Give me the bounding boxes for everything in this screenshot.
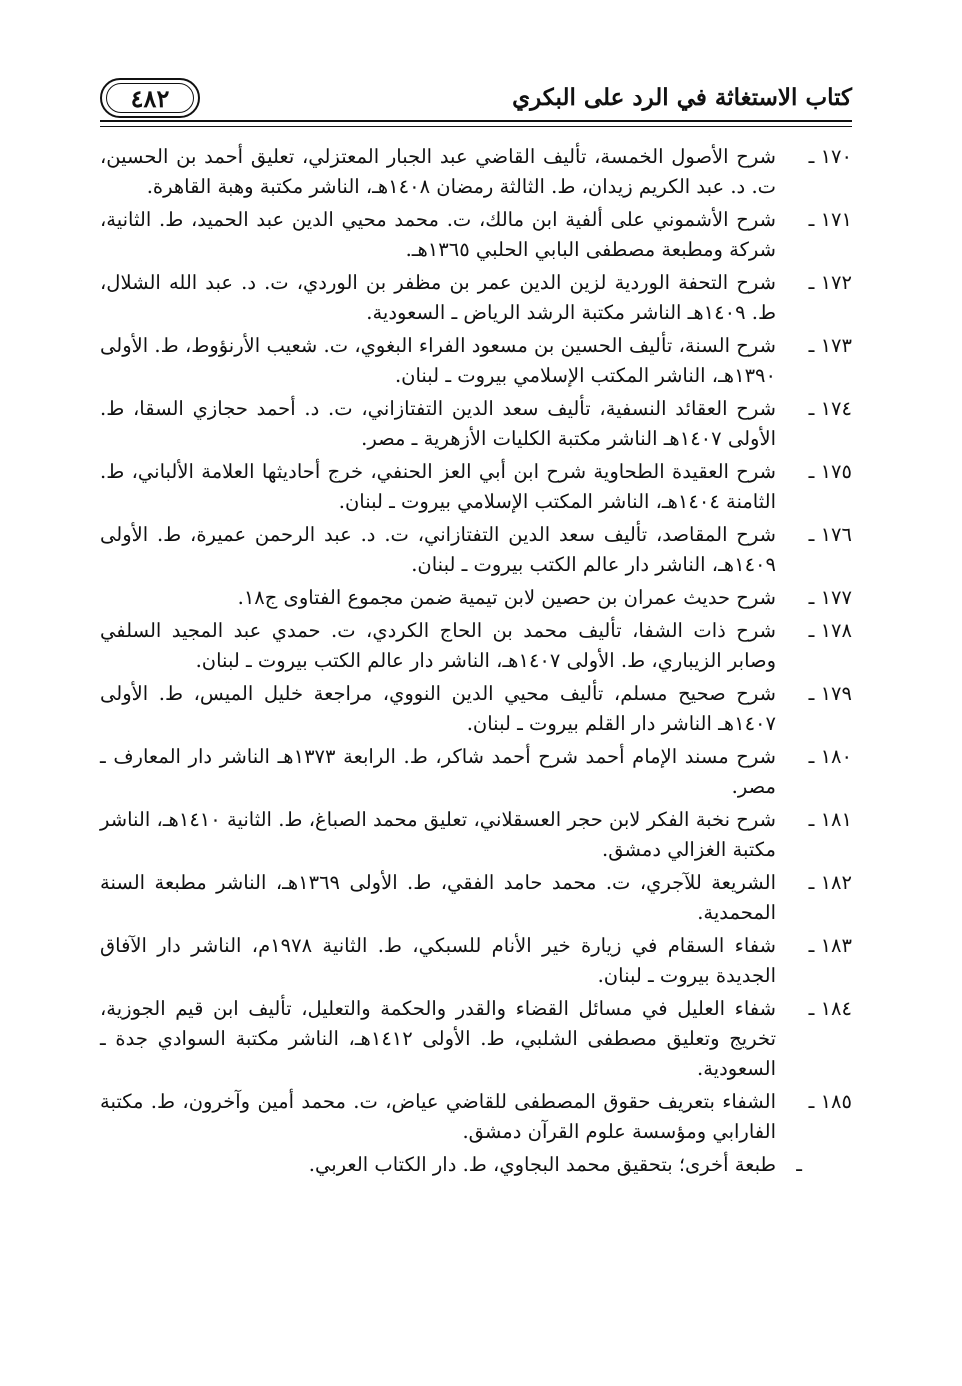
entry-number: ١٧٧ ـ	[808, 586, 852, 609]
entry-number: ١٧٤ ـ	[808, 397, 852, 420]
entry-text: شفاء العليل في مسائل القضاء والقدر والحكمة والتعليل، تأليف ابن قيم الجوزية، تخريج وتعليق مصطفى الشلبي، ط. الأولى ١٤١٢هـ، الناشر مكتبة السوادي جدة ـ السعودية.	[100, 997, 776, 1080]
page-number: ٤٨٢	[130, 83, 170, 113]
bibliography-entry	[100, 1087, 852, 1147]
bibliography-entry	[100, 583, 852, 613]
entry-text: شرح نخبة الفكر لابن حجر العسقلاني، تعليق محمد الصباغ، ط. الثانية ١٤١٠هـ، الناشر مكتبة الغزالي دمشق.	[100, 808, 776, 861]
entry-number: ١٨٣ ـ	[808, 934, 852, 957]
entry-text: شرح التحفة الوردية لزين الدين عمر بن مظفر بن الوردي، ت. د. عبد الله الشلال، ط. ١٤٠٩هـ الناشر مكتبة الرشد الرياض ـ السعودية.	[100, 271, 776, 324]
entry-text: شفاء السقام في زيارة خير الأنام للسبكي، ط. الثانية ١٩٧٨م، الناشر دار الآفاق الجديدة بيروت ـ لبنان.	[100, 934, 776, 987]
entry-number: ١٨١ ـ	[808, 808, 852, 831]
entry-number: ١٨٤ ـ	[808, 997, 852, 1020]
bibliography-entry	[100, 931, 852, 991]
entry-text: شرح الأصول الخمسة، تأليف القاضي عبد الجبار المعتزلي، تعليق أحمد بن الحسين، ت. د. عبد الكريم زيدان، ط. الثالثة رمضان ١٤٠٨هـ، الناشر مكتبة وهبة القاهرة.	[100, 145, 776, 198]
page-number-frame	[100, 78, 200, 118]
bibliography-list	[100, 142, 852, 1180]
entry-text: شرح مسند الإمام أحمد شرح أحمد شاكر، ط. الرابعة ١٣٧٣هـ الناشر دار المعارف ـ مصر.	[100, 745, 776, 798]
bibliography-entry	[100, 331, 852, 391]
bibliography-entry	[100, 457, 852, 517]
entry-number: ١٧٦ ـ	[808, 523, 852, 546]
entry-number: ١٧١ ـ	[808, 208, 852, 231]
entry-text: شرح السنة، تأليف الحسين بن مسعود الفراء البغوي، ت. شعيب الأرنؤوط، ط. الأولى ١٣٩٠هـ، الناشر المكتب الإسلامي بيروت ـ لبنان.	[100, 334, 776, 387]
header-rule-thick	[100, 120, 852, 122]
entry-number: ١٨٠ ـ	[808, 745, 852, 768]
entry-text: شرح صحيح مسلم، تأليف محيي الدين النووي، مراجعة خليل الميس، ط. الأولى ١٤٠٧هـ الناشر دار القلم بيروت ـ لبنان.	[100, 682, 776, 735]
page-header	[100, 78, 852, 126]
bibliography-entry	[100, 268, 852, 328]
header-rule-thin	[100, 126, 852, 127]
entry-number: ١٧٨ ـ	[808, 619, 852, 642]
bibliography-entry	[100, 205, 852, 265]
entry-number: ١٨٥ ـ	[808, 1090, 852, 1113]
bibliography-entry	[100, 742, 852, 802]
entry-text: شرح ذات الشفا، تأليف محمد بن الحاج الكردي، ت. حمدي عبد المجيد السلفي وصابر الزيباري، ط. الأولى ١٤٠٧هـ، الناشر دار عالم الكتب بيروت ـ لبنان.	[100, 619, 776, 672]
entry-text: شرح الأشموني على ألفية ابن مالك، ت. محمد محيي الدين عبد الحميد، ط. الثانية، شركة ومطبعة مصطفى البابي الحلبي ١٣٦٥هـ.	[100, 208, 776, 261]
entry-text: شرح العقيدة الطحاوية شرح ابن أبي العز الحنفي، خرج أحاديثها العلامة الألباني، ط. الثامنة ١٤٠٤هـ، الناشر المكتب الإسلامي بيروت ـ لبنان.	[100, 460, 776, 513]
entry-number: ١٧٢ ـ	[808, 271, 852, 294]
sub-entry-dash: ـ	[796, 1153, 802, 1176]
entry-number: ١٧٩ ـ	[808, 682, 852, 705]
sub-entry	[100, 1150, 852, 1180]
entry-number: ١٧٥ ـ	[808, 460, 852, 483]
entry-number: ١٨٢ ـ	[808, 871, 852, 894]
bibliography-entry	[100, 868, 852, 928]
entry-text: شرح حديث عمران بن حصين لابن تيمية ضمن مجموع الفتاوى ج١٨.	[237, 586, 776, 609]
bibliography-entry	[100, 805, 852, 865]
bibliography-entry	[100, 679, 852, 739]
entry-number: ١٧٣ ـ	[808, 334, 852, 357]
entry-text: الشريعة للآجري، ت. محمد حامد الفقي، ط. الأولى ١٣٦٩هـ، الناشر مطبعة السنة المحمدية.	[100, 871, 776, 924]
entry-text: الشفاء بتعريف حقوق المصطفى للقاضي عياض، ت. محمد أمين وآخرون، ط. مكتبة الفارابي ومؤسسة علوم القرآن دمشق.	[100, 1090, 776, 1143]
bibliography-entry	[100, 520, 852, 580]
bibliography-entry	[100, 616, 852, 676]
entry-text: شرح العقائد النسفية، تأليف سعد الدين التفتازاني، ت. د. أحمد حجازي السقا، ط. الأولى ١٤٠٧هـ الناشر مكتبة الكليات الأزهرية ـ مصر.	[100, 397, 776, 450]
sub-entry-text: طبعة أخرى؛ بتحقيق محمد البجاوي، ط. دار الكتاب العربي.	[308, 1153, 776, 1176]
entry-text: شرح المقاصد، تأليف سعد الدين التفتازاني، ت. د. عبد الرحمن عميرة، ط. الأولى ١٤٠٩هـ، الناشر دار عالم الكتب بيروت ـ لبنان.	[100, 523, 776, 576]
entry-number: ١٧٠ ـ	[808, 145, 852, 168]
book-title: كتاب الاستغاثة في الرد على البكري	[512, 84, 852, 111]
bibliography-entry	[100, 142, 852, 202]
bibliography-entry	[100, 394, 852, 454]
bibliography-entry	[100, 994, 852, 1084]
